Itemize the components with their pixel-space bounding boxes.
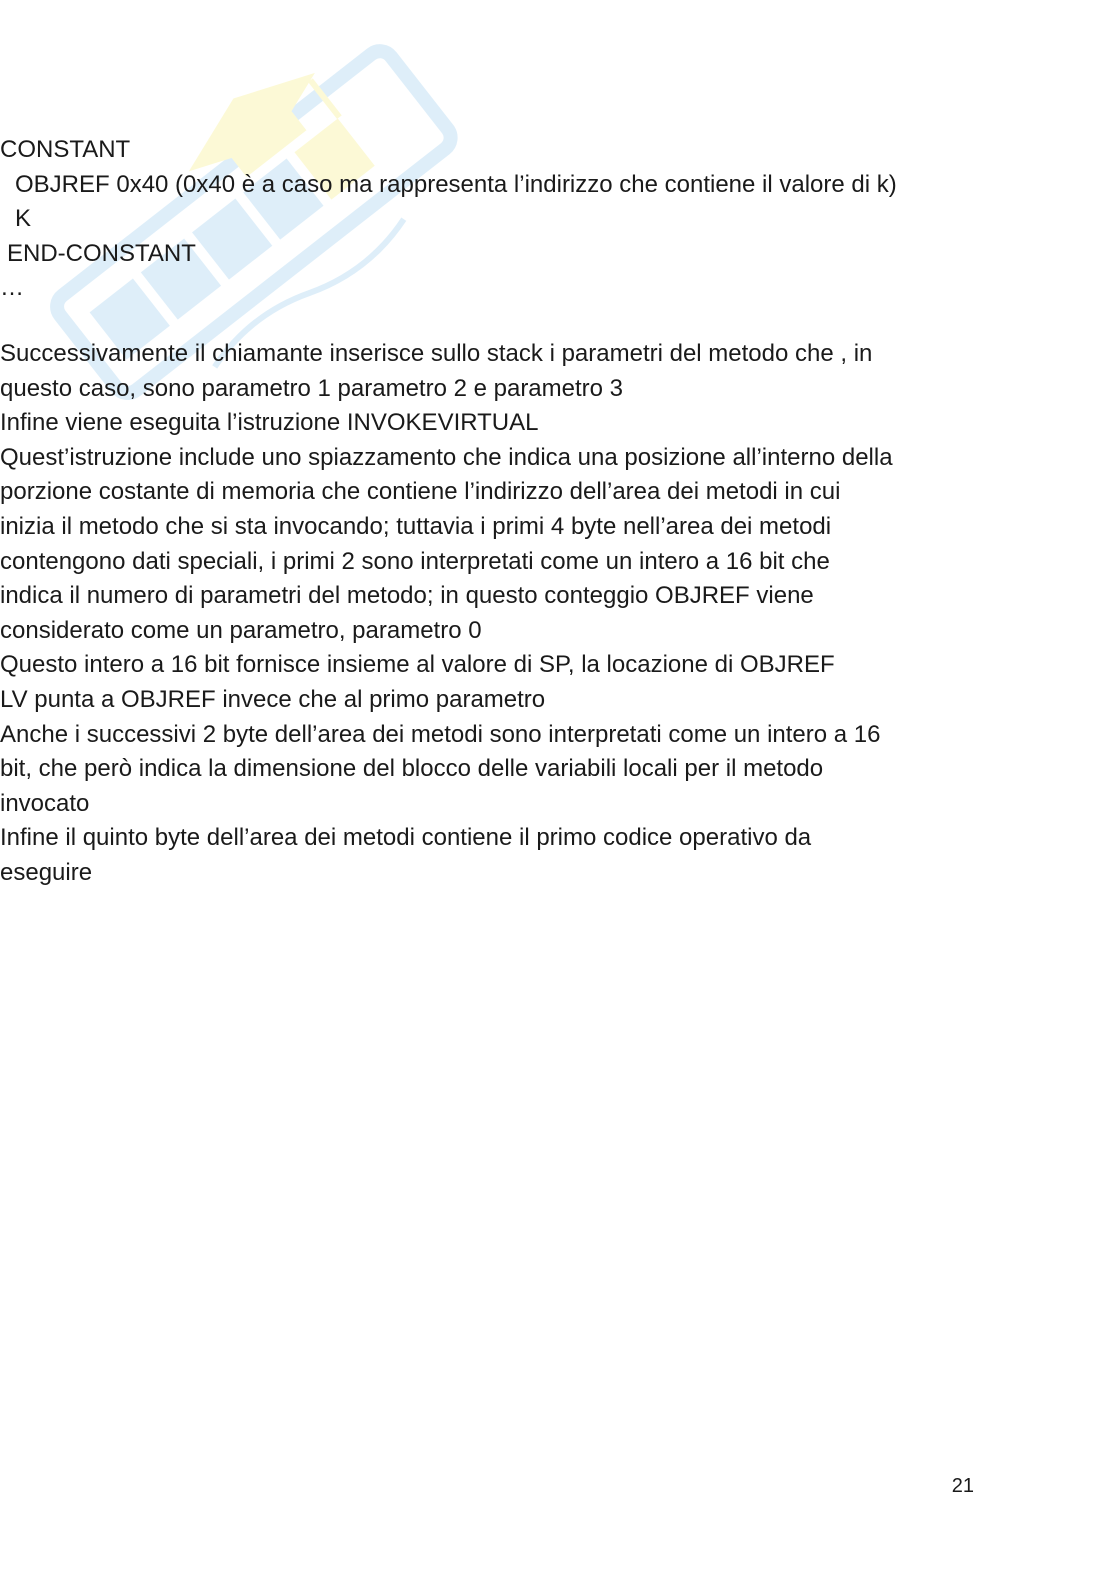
text-line: eseguire — [0, 858, 93, 886]
text-line: bit, che però indica la dimensione del blocco delle variabili locali per il metodo — [0, 755, 824, 783]
code-line-end-constant: END-CONSTANT — [7, 239, 196, 267]
text-line: invocato — [0, 789, 90, 817]
text-line: Questo intero a 16 bit fornisce insieme al valore di SP, la locazione di OBJREF — [0, 651, 835, 679]
text-line: contengono dati speciali, i primi 2 sono interpretati come un intero a 16 bit che — [0, 547, 830, 575]
text-line: indica il numero di parametri del metodo; in questo conteggio OBJREF viene — [0, 582, 814, 610]
document-body — [0, 133, 1000, 890]
text-line: Infine il quinto byte dell’area dei metodi contiene il primo codice operativo da — [0, 824, 812, 852]
code-line-ellipsis: … — [0, 274, 24, 302]
page-number: 21 — [951, 1475, 974, 1497]
code-line-objref: OBJREF 0x40 (0x40 è a caso ma rappresenta l’indirizzo che contiene il valore di k) — [15, 170, 897, 198]
text-line: porzione costante di memoria che contiene l’indirizzo dell’area dei metodi in cui — [0, 478, 841, 506]
paragraph-gap — [0, 306, 1000, 337]
text-line: Infine viene eseguita l’istruzione INVOKEVIRTUAL — [0, 409, 539, 437]
text-line: inizia il metodo che si sta invocando; tuttavia i primi 4 byte nell’area dei metodi — [0, 512, 832, 540]
text-line: Successivamente il chiamante inserisce sullo stack i parametri del metodo che , in — [0, 339, 873, 367]
text-line: considerato come un parametro, parametro 0 — [0, 616, 482, 644]
text-line: questo caso, sono parametro 1 parametro 2 e parametro 3 — [0, 374, 624, 402]
code-line-k: K — [15, 205, 32, 233]
code-line-constant: CONSTANT — [0, 136, 131, 163]
text-line: Quest’istruzione include uno spiazzamento che indica una posizione all’interno della — [0, 443, 893, 471]
text-line: LV punta a OBJREF invece che al primo parametro — [0, 685, 546, 713]
text-line: Anche i successivi 2 byte dell’area dei metodi sono interpretati come un intero a 16 — [0, 720, 881, 748]
